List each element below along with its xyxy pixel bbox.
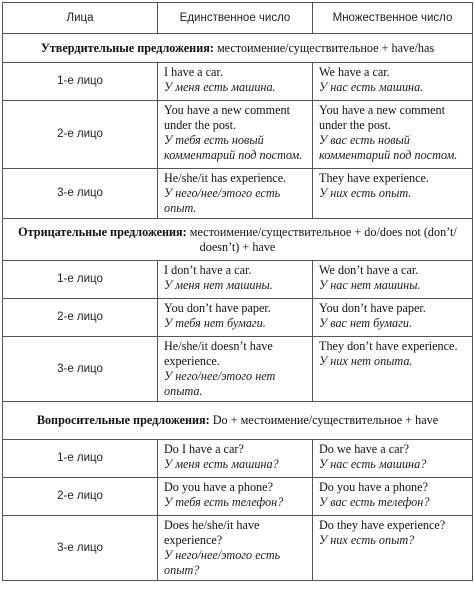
english-example: We have a car.: [319, 65, 390, 79]
col-plural-header: Множественное число: [313, 3, 473, 34]
english-example: Does he/she/it have experience?: [164, 518, 260, 547]
person-cell: 3-е лицо: [3, 337, 158, 402]
russian-translation: У него/нее/этого есть опыт?: [164, 548, 281, 577]
section-negative: [3, 219, 473, 261]
table-row: [3, 440, 473, 478]
russian-translation: У меня есть машина.: [164, 80, 276, 94]
person-cell: 2-е лицо: [3, 299, 158, 337]
plural-cell: [313, 516, 473, 581]
section-title-rest: местоимение/существительное + have/has: [213, 40, 435, 55]
english-example: Do I have a car?: [164, 442, 244, 456]
russian-translation: У нас есть машина.: [319, 80, 424, 94]
english-example: Do we have a car?: [319, 442, 409, 456]
section-title: [3, 402, 473, 440]
singular-cell: [158, 440, 313, 478]
table-row: [3, 478, 473, 516]
plural-cell: [313, 101, 473, 169]
table-row: [3, 261, 473, 299]
singular-cell: [158, 169, 313, 219]
russian-translation: У меня есть машина?: [164, 457, 279, 471]
section-title-bold: Утвердительные предложения:: [40, 40, 214, 55]
russian-translation: У вас есть новый комментарий под постом.: [319, 133, 458, 162]
person-cell: 1-е лицо: [3, 440, 158, 478]
singular-cell: [158, 516, 313, 581]
section-affirmative: [3, 34, 473, 63]
russian-translation: У него/нее/этого нет опыта.: [164, 369, 276, 398]
russian-translation: У тебя нет бумаги.: [164, 316, 266, 330]
russian-translation: У вас есть телефон?: [319, 495, 430, 509]
singular-cell: [158, 478, 313, 516]
singular-cell: [158, 63, 313, 101]
english-example: They don’t have experience.: [319, 339, 458, 353]
russian-translation: У него/нее/этого есть опыт.: [164, 186, 281, 215]
english-example: You have a new comment under the post.: [164, 103, 291, 132]
col-singular-header: Единственное число: [158, 3, 313, 34]
russian-translation: У них есть опыт.: [319, 186, 412, 200]
table-row: [3, 169, 473, 219]
section-title: [3, 219, 473, 261]
russian-translation: У них есть опыт?: [319, 533, 415, 547]
english-example: He/she/it doesn’t have experience.: [164, 339, 273, 368]
english-example: I don’t have a car.: [164, 263, 252, 277]
section-title: [3, 34, 473, 63]
russian-translation: У тебя есть телефон?: [164, 495, 284, 509]
table-row: [3, 337, 473, 402]
person-cell: 1-е лицо: [3, 261, 158, 299]
russian-translation: У меня нет машины.: [164, 278, 273, 292]
english-example: They have experience.: [319, 171, 429, 185]
table-row: [3, 299, 473, 337]
table-row: [3, 101, 473, 169]
table-row: [3, 516, 473, 581]
english-example: Do you have a phone?: [319, 480, 428, 494]
singular-cell: [158, 299, 313, 337]
person-cell: 3-е лицо: [3, 516, 158, 581]
person-cell: 1-е лицо: [3, 63, 158, 101]
singular-cell: [158, 337, 313, 402]
russian-translation: У нас есть машина?: [319, 457, 427, 471]
section-title-rest: Do + местоимение/существительное + have: [209, 413, 439, 427]
plural-cell: [313, 169, 473, 219]
russian-translation: У них нет опыта.: [319, 354, 413, 368]
plural-cell: [313, 337, 473, 402]
plural-cell: [313, 261, 473, 299]
header-row: [3, 3, 473, 34]
table-row: [3, 63, 473, 101]
col-person-header: Лица: [3, 3, 158, 34]
russian-translation: У нас нет машины.: [319, 278, 421, 292]
section-title-rest: местоимение/существительное + do/does not (don’t/ doesn’t) + have: [186, 224, 457, 254]
english-example: You have a new comment under the post.: [319, 103, 446, 132]
russian-translation: У тебя есть новый комментарий под постом.: [164, 133, 303, 162]
russian-translation: У вас нет бумаги.: [319, 316, 412, 330]
plural-cell: [313, 440, 473, 478]
have-grammar-table: [2, 2, 473, 581]
section-interrogative: [3, 402, 473, 440]
section-title-bold: Вопросительные предложения:: [36, 413, 210, 427]
plural-cell: [313, 299, 473, 337]
person-cell: 2-е лицо: [3, 101, 158, 169]
english-example: Do they have experience?: [319, 518, 446, 532]
english-example: Do you have a phone?: [164, 480, 273, 494]
english-example: You don’t have paper.: [164, 301, 271, 315]
person-cell: 2-е лицо: [3, 478, 158, 516]
english-example: You don’t have paper.: [319, 301, 426, 315]
plural-cell: [313, 63, 473, 101]
english-example: He/she/it has experience.: [164, 171, 287, 185]
english-example: I have a car.: [164, 65, 223, 79]
plural-cell: [313, 478, 473, 516]
singular-cell: [158, 261, 313, 299]
person-cell: 3-е лицо: [3, 169, 158, 219]
english-example: We don’t have a car.: [319, 263, 419, 277]
singular-cell: [158, 101, 313, 169]
section-title-bold: Отрицательные предложения:: [18, 224, 187, 239]
